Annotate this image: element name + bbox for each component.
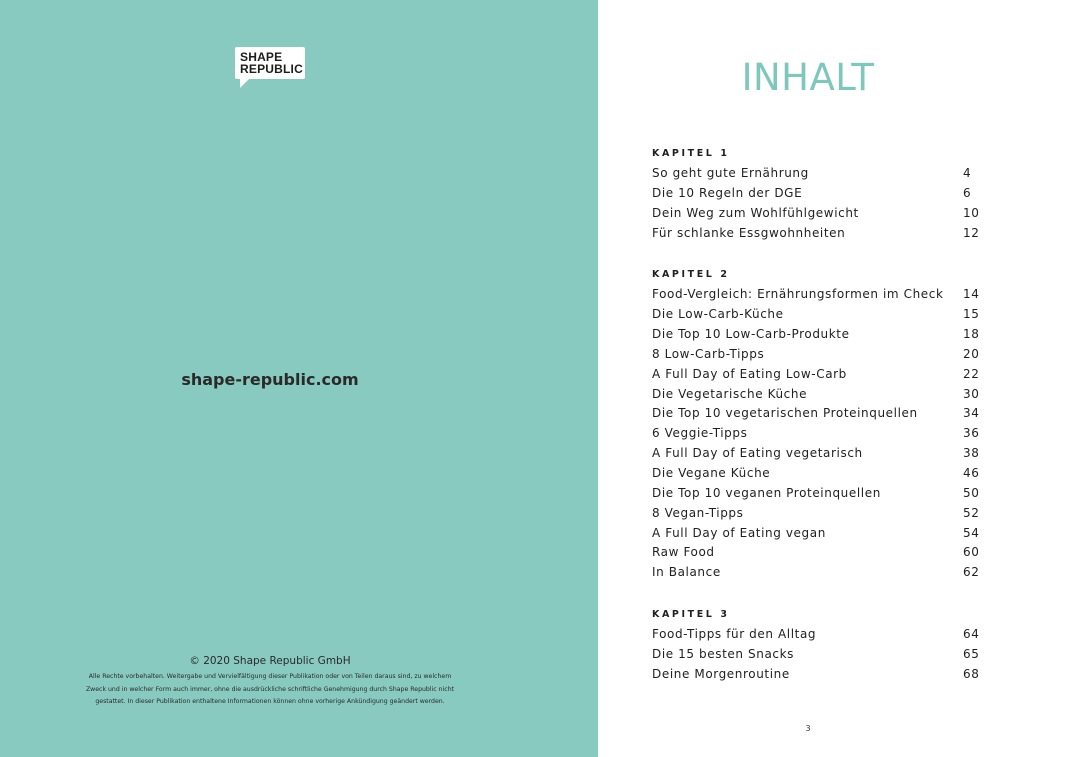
toc-entry-page: 68	[963, 666, 980, 681]
toc-entry-title: Raw Food	[652, 545, 715, 560]
toc-entry[interactable]	[652, 504, 982, 524]
toc-entry[interactable]	[652, 385, 982, 405]
toc-entry-title: Food-Tipps für den Alltag	[652, 627, 817, 642]
toc-entry-page: 14	[963, 287, 980, 302]
toc-entry[interactable]	[652, 444, 982, 464]
toc-entry[interactable]	[652, 164, 982, 184]
toc-entry-title: A Full Day of Eating Low-Carb	[652, 366, 847, 381]
toc-entry-title: Die 10 Regeln der DGE	[652, 185, 803, 200]
toc-entry-title: Die Vegane Küche	[652, 465, 771, 480]
toc-entry[interactable]	[652, 404, 982, 424]
toc-entry-page: 36	[963, 426, 980, 441]
toc-entry-page: 4	[963, 166, 972, 180]
toc-entry[interactable]	[652, 524, 982, 544]
toc-entry-title: In Balance	[652, 565, 721, 580]
website-url[interactable]: shape-republic.com	[181, 370, 359, 389]
toc-entry[interactable]	[652, 305, 982, 325]
toc-entry-title: Food-Vergleich: Ernährungsformen im Check	[652, 287, 944, 302]
toc-entry-title: 8 Low-Carb-Tipps	[652, 346, 765, 361]
toc-entry-page: 52	[963, 505, 980, 520]
toc-entry-title: Für schlanke Essgwohnheiten	[652, 225, 846, 240]
toc-entry-page: 18	[963, 327, 980, 342]
logo-line-2: REPUBLIC	[240, 62, 303, 76]
toc-entry-title: 8 Vegan-Tipps	[652, 505, 744, 520]
toc-entry-page: 6	[963, 185, 972, 200]
toc-entry-title: A Full Day of Eating vegan	[652, 525, 826, 540]
toc-entry[interactable]	[652, 563, 982, 583]
toc-entry[interactable]	[652, 345, 982, 365]
toc-entry-page: 10	[963, 205, 980, 220]
toc-entry[interactable]	[652, 325, 982, 345]
toc-entry-page: 65	[963, 646, 980, 661]
page-number: 3	[805, 724, 811, 733]
toc-entry[interactable]	[652, 285, 982, 305]
toc-entry[interactable]	[652, 184, 982, 204]
legal-line: gestattet. In dieser Publikation enthaltene Informationen können ohne vorherige Ankündigung geändert werden.	[95, 698, 445, 705]
toc-entry-page: 30	[963, 386, 980, 401]
toc-entry-title: A Full Day of Eating vegetarisch	[652, 446, 863, 461]
toc-entry-page: 38	[963, 446, 980, 461]
toc-entry-title: Dein Weg zum Wohlfühlgewicht	[652, 205, 859, 220]
toc-entry-title: So geht gute Ernährung	[652, 166, 809, 180]
toc-entry-page: 22	[963, 366, 980, 381]
toc-entry[interactable]	[652, 645, 982, 665]
toc-entry-page: 64	[963, 627, 980, 642]
toc-entry-title: Die Low-Carb-Küche	[652, 307, 784, 322]
logo-line-1: SHAPE	[240, 50, 283, 64]
page-title: INHALT	[741, 56, 875, 99]
toc-entry-page: 12	[963, 225, 980, 240]
toc-entry[interactable]	[652, 625, 982, 645]
toc-entry-title: Die Top 10 veganen Proteinquellen	[652, 485, 881, 500]
toc-entry[interactable]	[652, 204, 982, 224]
toc-entry-title: Deine Morgenroutine	[652, 666, 790, 681]
toc-entry-page: 46	[963, 465, 980, 480]
toc-entry-page: 15	[963, 307, 980, 322]
toc-entry[interactable]	[652, 424, 982, 444]
legal-line: Alle Rechte vorbehalten. Weitergabe und Vervielfältigung dieser Publikation oder von Teilen daraus sind, zu welchem	[88, 673, 452, 680]
toc-entry[interactable]	[652, 464, 982, 484]
legal-notice	[80, 671, 460, 709]
chapter-label: KAPITEL 2	[652, 269, 730, 281]
toc-entry-page: 20	[963, 346, 980, 361]
toc-chapter-3	[652, 607, 982, 685]
toc-entry-title: 6 Veggie-Tipps	[652, 426, 748, 441]
chapter-label: KAPITEL 1	[652, 148, 730, 159]
toc-entry-page: 34	[963, 406, 980, 421]
toc-entry-title: Die 15 besten Snacks	[652, 646, 794, 661]
toc-entry[interactable]	[652, 665, 982, 685]
toc-entry[interactable]	[652, 484, 982, 504]
toc-entry-title: Die Top 10 Low-Carb-Produkte	[652, 327, 850, 342]
toc-entry-title: Die Top 10 vegetarischen Proteinquellen	[652, 406, 918, 421]
toc-entry[interactable]	[652, 543, 982, 563]
toc-entry-page: 62	[963, 565, 980, 580]
toc-entry-page: 50	[963, 485, 980, 500]
table-of-contents	[652, 146, 982, 685]
toc-entry-page: 54	[963, 525, 980, 540]
legal-line: Zweck und in welcher Form auch immer, ohne die ausdrückliche schriftliche Genehmigung durch Shape Republic nicht	[85, 685, 455, 693]
toc-entry[interactable]	[652, 224, 982, 244]
shape-republic-logo	[235, 47, 305, 79]
toc-entry[interactable]	[652, 365, 982, 385]
toc-chapter-2	[652, 267, 982, 583]
toc-entry-page: 60	[963, 545, 980, 560]
toc-chapter-1	[652, 146, 982, 243]
toc-entry-title: Die Vegetarische Küche	[652, 386, 808, 401]
copyright-notice: © 2020 Shape Republic GmbH	[189, 655, 351, 667]
chapter-label: KAPITEL 3	[652, 609, 730, 621]
